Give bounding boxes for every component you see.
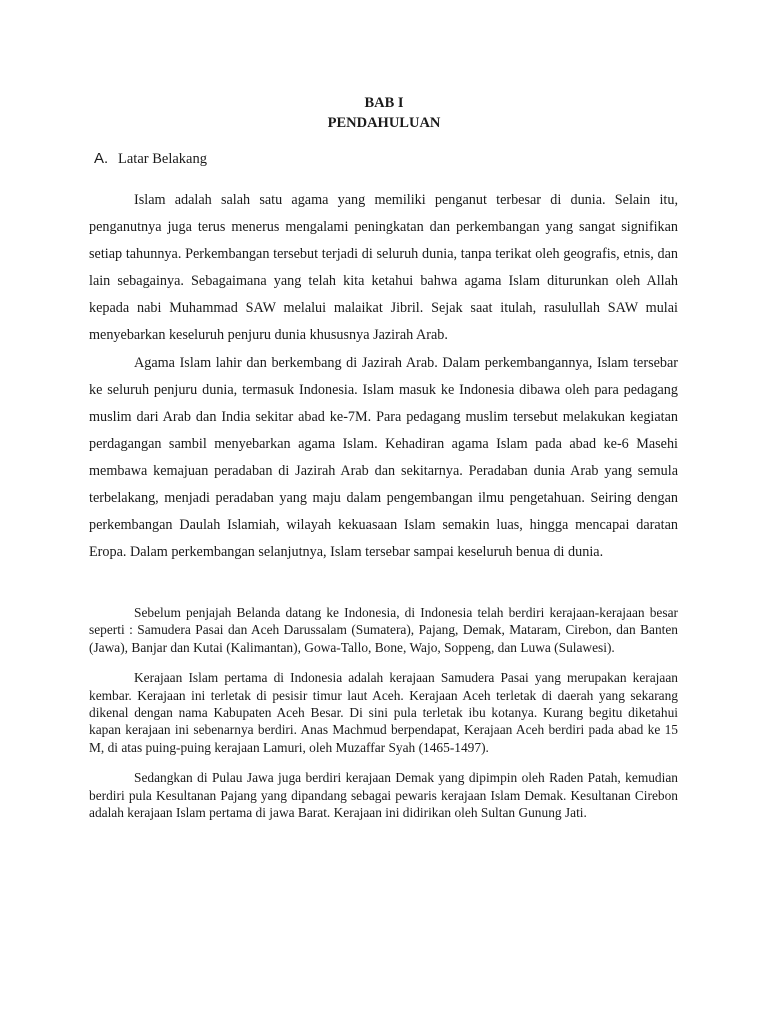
chapter-label: BAB I (364, 95, 404, 111)
section-title: Latar Belakang (118, 151, 207, 167)
paragraph: Sebelum penjajah Belanda datang ke Indonesia, di Indonesia telah berdiri kerajaan-kerajaan besar seperti : Samudera Pasai dan Aceh Darussalam (Sumatera), Pajang, Demak, Mataram, Cirebon, dan Banten (Jawa), Banjar dan Kutai (Kalimantan), Gowa-Tallo, Bone, Wajo, Soppeng, dan Luwa (Sulawesi). (89, 605, 678, 655)
paragraph: Sedangkan di Pulau Jawa juga berdiri kerajaan Demak yang dipimpin oleh Raden Patah, kemudian berdiri pula Kesultanan Pajang yang dipandang sebagai pewaris kerajaan Islam Demak. Kesultanan Cirebon adalah kerajaan Islam pertama di jawa Barat. Kerajaan ini didirikan oleh Sultan Gunung Jati. (89, 770, 678, 821)
paragraph: Kerajaan Islam pertama di Indonesia adalah kerajaan Samudera Pasai yang merupakan kerajaan kembar. Kerajaan ini terletak di pesisir timur laut Aceh. Kerajaan Aceh terletak di daerah yang sekarang dikenal dengan nama Kabupaten Aceh Besar. Di sini pula terletak ibu kotanya. Kurang begitu diketahui kapan kerajaan ini sebenarnya berdiri. Anas Machmud berpendapat, Kerajaan Aceh berdiri pada abad ke 15 M, di atas puing-puing kerajaan Lamuri, oleh Muzaffar Syah (1465-1497). (89, 670, 678, 755)
section-heading (94, 148, 207, 170)
paragraph: Agama Islam lahir dan berkembang di Jazirah Arab. Dalam perkembangannya, Islam tersebar ke seluruh penjuru dunia, termasuk Indonesia. Islam masuk ke Indonesia dibawa oleh para pedagang muslim dari Arab dan India sekitar abad ke-7M. Para pedagang muslim tersebut melakukan kegiatan perdagangan sambil menyebarkan agama Islam. Kehadiran agama Islam pada abad ke-6 Masehi membawa kemajuan peradaban di Jazirah Arab dan sekitarnya. Peradaban dunia Arab yang semula terbelakang, menjadi peradaban yang maju dalam pengembangan ilmu pengetahuan. Seiring dengan perkembangan Daulah Islamiah, wilayah kekuasaan Islam semakin luas, hingga mencapai daratan Eropa. Dalam perkembangan selanjutnya, Islam tersebar sampai keseluruh benua di dunia. (89, 354, 678, 561)
paragraph: Islam adalah salah satu agama yang memiliki penganut terbesar di dunia. Selain itu, penganutnya juga terus menerus mengalami peningkatan dan perkembangan yang sangat signifikan setiap tahunnya. Perkembangan tersebut terjadi di seluruh dunia, tanpa terikat oleh geografis, etnis, dan lain sebagainya. Sebagaimana yang telah kita ketahui bahwa agama Islam diturunkan oleh Allah kepada nabi Muhammad SAW melalui malaikat Jibril. Sejak saat itulah, rasulullah SAW mulai menyebarkan keseluruh penjuru dunia khususnya Jazirah Arab. (89, 192, 678, 344)
section-marker: A. (94, 150, 109, 167)
main-body (89, 187, 678, 566)
chapter-title: PENDAHULUAN (327, 115, 441, 131)
secondary-body (89, 604, 678, 834)
